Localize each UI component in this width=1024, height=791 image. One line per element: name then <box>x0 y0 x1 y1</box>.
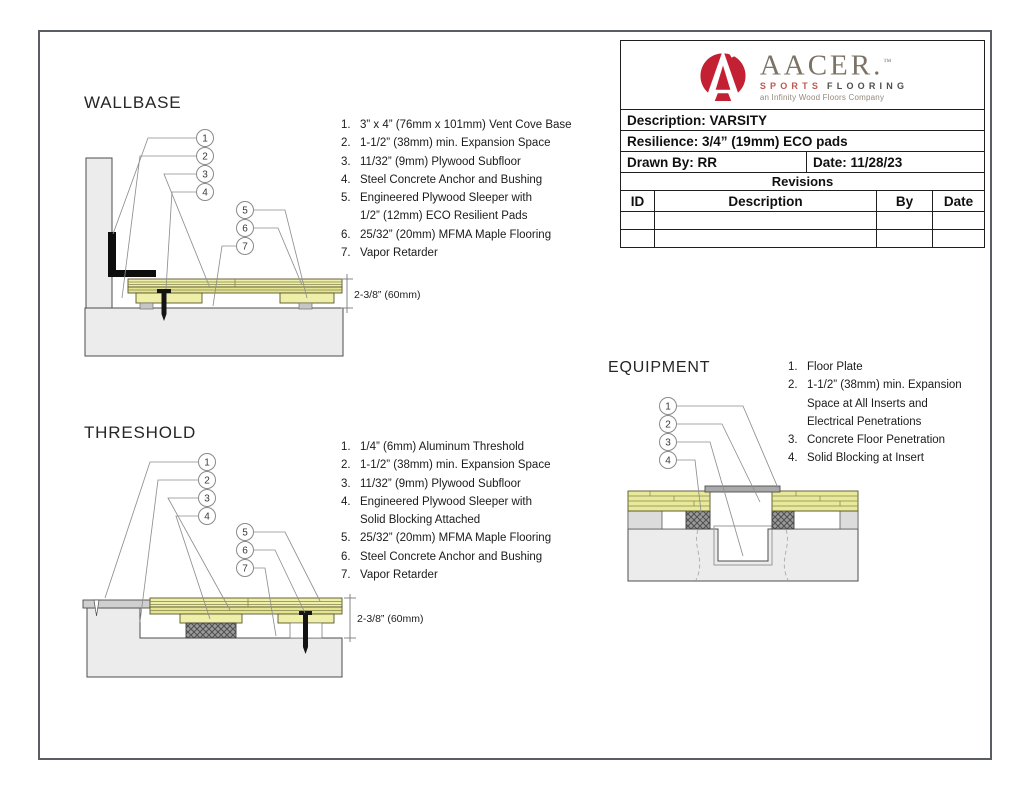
wallbase-drawing <box>80 122 440 367</box>
resilient-pad <box>840 511 858 529</box>
sleeper <box>136 293 202 303</box>
floor-plate <box>705 486 780 492</box>
title-block <box>620 40 985 248</box>
date-cell: Date: 11/28/23 <box>806 152 984 172</box>
note-line: 1. 3” x 4” (76mm x 101mm) Vent Cove Base <box>341 119 572 131</box>
revisions-header: Revisions <box>621 172 984 190</box>
description-row: Description: VARSITY <box>621 109 984 130</box>
note-line: 1. 1/4” (6mm) Aluminum Threshold <box>341 441 525 453</box>
callout-number: 4 <box>202 187 208 199</box>
flooring-assembly <box>628 491 858 511</box>
brand-name: AACER. <box>759 49 884 82</box>
note-line: 3. 11/32” (9mm) Plywood Subfloor <box>341 155 521 168</box>
note-line: 1. Floor Plate <box>788 361 863 373</box>
dimension-label: 2-3/8” (60mm) <box>357 613 424 625</box>
col-by: By <box>876 191 932 211</box>
callout-markers <box>199 454 254 577</box>
callout-markers <box>197 130 254 255</box>
resilience-row: Resilience: 3/4” (19mm) ECO pads <box>621 130 984 151</box>
callout-number: 2 <box>202 151 208 163</box>
solid-blocking <box>686 511 710 529</box>
callout-number: 2 <box>204 475 210 487</box>
note-line: 7. Vapor Retarder <box>341 247 438 260</box>
dimension-line <box>344 594 356 642</box>
drawnby-date-row <box>621 151 984 172</box>
resilient-pad <box>140 303 153 309</box>
callout-number: 2 <box>665 419 671 431</box>
callout-number: 6 <box>242 223 248 235</box>
vent-cove-base <box>108 232 156 277</box>
threshold-drawing <box>80 452 440 697</box>
callout-number: 3 <box>202 169 208 181</box>
wallbase-title: WALLBASE <box>84 93 182 112</box>
brand-wordmark <box>760 48 908 102</box>
note-line: 4. Engineered Plywood Sleeper with <box>341 495 532 508</box>
callout-number: 4 <box>665 455 671 467</box>
callout-number: 4 <box>204 511 210 523</box>
col-description: Description <box>654 191 876 211</box>
col-date: Date <box>932 191 984 211</box>
note-line: 2. 1-1/2” (38mm) min. Expansion <box>788 379 962 392</box>
resilient-pad <box>628 511 662 529</box>
solid-blocking <box>772 511 794 529</box>
revisions-empty-row <box>621 211 984 229</box>
note-line: 1/2” (12mm) ECO Resilient Pads <box>360 210 528 223</box>
revisions-column-headers <box>621 190 984 211</box>
callout-number: 6 <box>242 545 248 557</box>
dimension-label: 2-3/8” (60mm) <box>354 289 421 301</box>
penetration-sleeve <box>714 526 772 565</box>
note-line: 7. Vapor Retarder <box>341 569 438 582</box>
note-line: Solid Blocking Attached <box>360 514 481 527</box>
aacer-logo-icon <box>697 46 749 104</box>
note-line: 2. 1-1/2” (38mm) min. Expansion Space <box>341 459 551 472</box>
dimension-line <box>341 274 353 313</box>
resilient-pad <box>299 303 312 309</box>
callout-number: 5 <box>242 205 248 217</box>
flooring-assembly <box>128 279 342 309</box>
callout-number: 1 <box>202 133 208 145</box>
note-line: 3. Concrete Floor Penetration <box>788 434 946 447</box>
brand-sub-flooring: FLOORING <box>827 80 909 91</box>
callout-number: 3 <box>665 437 671 449</box>
note-line: 3. 11/32” (9mm) Plywood Subfloor <box>341 477 521 490</box>
note-line: Electrical Penetrations <box>807 415 922 428</box>
equipment-title: EQUIPMENT <box>608 359 711 376</box>
callout-markers <box>660 398 677 469</box>
brand-logo <box>621 41 984 109</box>
note-line: Space at All Inserts and <box>807 397 928 410</box>
note-line: 6. 25/32” (20mm) MFMA Maple Flooring <box>341 228 552 241</box>
callout-number: 7 <box>242 563 248 575</box>
brand-tagline: an Infinity Wood Floors Company <box>759 92 885 102</box>
brand-sub-sports: SPORTS <box>759 80 823 91</box>
sleeper <box>180 614 242 623</box>
callout-number: 5 <box>242 527 248 539</box>
revisions-empty-row <box>621 229 984 247</box>
note-line: 2. 1-1/2” (38mm) min. Expansion Space <box>341 137 551 150</box>
note-line: 4. Solid Blocking at Insert <box>788 452 924 465</box>
note-line: 6. Steel Concrete Anchor and Bushing <box>341 550 543 563</box>
note-line: 4. Steel Concrete Anchor and Bushing <box>341 173 543 186</box>
callout-number: 3 <box>204 493 210 505</box>
drawn-by-cell: Drawn By: RR <box>627 154 718 170</box>
callout-number: 1 <box>204 457 210 469</box>
callout-number: 7 <box>242 241 248 253</box>
trademark-symbol: ™ <box>883 57 892 67</box>
concrete-wall-and-slab <box>85 158 343 356</box>
threshold-title: THRESHOLD <box>84 423 197 442</box>
equipment-drawing <box>610 388 870 593</box>
solid-blocking <box>186 623 236 638</box>
note-line: 5. 25/32” (20mm) MFMA Maple Flooring <box>341 532 552 545</box>
note-line: 5. Engineered Plywood Sleeper with <box>341 192 532 205</box>
aluminum-threshold <box>83 600 150 608</box>
flooring-assembly <box>150 598 342 638</box>
callout-number: 1 <box>665 401 671 413</box>
col-id: ID <box>630 193 645 209</box>
